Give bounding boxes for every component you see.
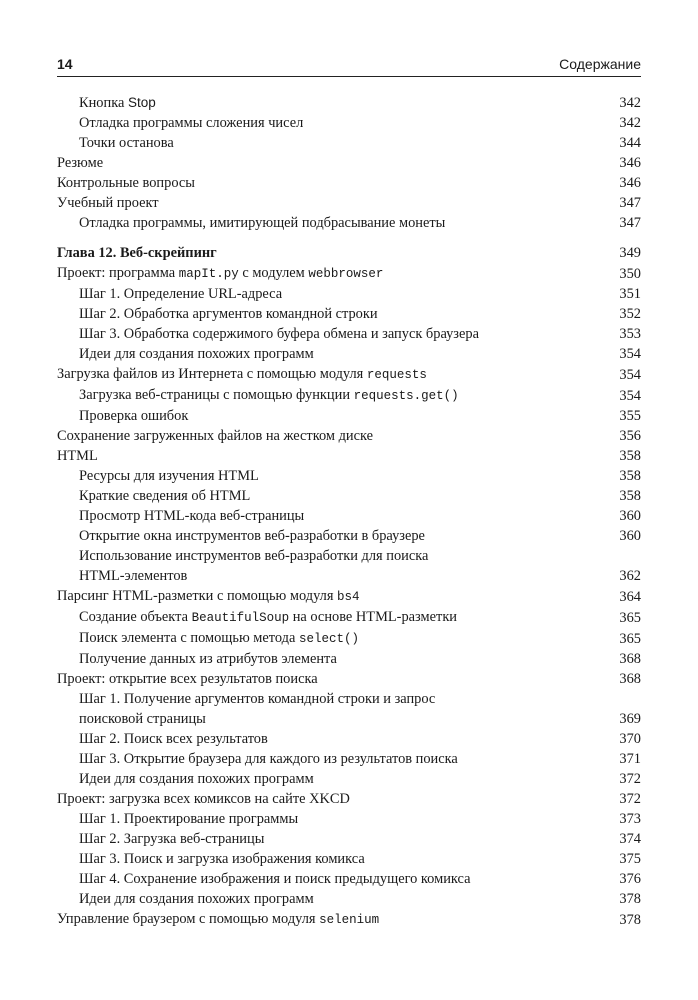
toc-entry-title xyxy=(57,243,601,263)
title-text: Ресурсы для изучения HTML xyxy=(79,468,259,484)
title-text: Резюме xyxy=(57,155,104,171)
toc-entry xyxy=(57,769,641,789)
title-text: Сохранение загруженных файлов на жестком диске xyxy=(57,428,374,444)
toc-entry-title xyxy=(57,426,601,446)
toc-page-number: 342 xyxy=(619,115,641,131)
code-term: BeautifulSoup xyxy=(191,611,290,625)
toc-entry xyxy=(57,669,641,689)
title-text: Проверка ошибок xyxy=(79,408,189,424)
toc-entry xyxy=(57,546,641,586)
toc-entry xyxy=(57,263,641,284)
toc-entry-title xyxy=(57,466,601,486)
toc-entry-title xyxy=(57,93,601,113)
toc-entry xyxy=(57,809,641,829)
title-text: Шаг 2. Загрузка веб-страницы xyxy=(79,831,265,847)
toc-entry xyxy=(57,364,641,385)
toc-entry-title xyxy=(57,649,601,669)
toc-entry-title xyxy=(57,729,601,749)
title-text: Отладка программы, имитирующей подбрасывание монеты xyxy=(79,215,446,231)
title-text: Управление браузером с помощью модуля xyxy=(57,911,320,927)
toc-page-number: 371 xyxy=(619,751,641,767)
toc-page-number: 373 xyxy=(619,811,641,827)
toc-entry-title xyxy=(57,263,601,284)
table-of-contents xyxy=(57,93,641,930)
toc-page-number: 368 xyxy=(619,651,641,667)
toc-page-number: 350 xyxy=(619,266,641,282)
title-text: Загрузка файлов из Интернета с помощью модуля xyxy=(57,366,367,382)
title-text: Открытие окна инструментов веб-разработки в браузере xyxy=(79,528,425,544)
toc-entry xyxy=(57,689,641,729)
toc-entry xyxy=(57,213,641,233)
toc-entry-title xyxy=(57,829,601,849)
toc-entry xyxy=(57,749,641,769)
title-text: HTML xyxy=(57,448,98,464)
toc-entry xyxy=(57,426,641,446)
toc-page-number: 344 xyxy=(619,135,641,151)
toc-page-number: 354 xyxy=(619,367,641,383)
title-text: Идеи для создания похожих программ xyxy=(79,346,314,362)
toc-page-number: 368 xyxy=(619,671,641,687)
toc-entry xyxy=(57,153,641,173)
title-text: Шаг 2. Обработка аргументов командной строки xyxy=(79,306,378,322)
toc-entry-title xyxy=(57,324,601,344)
toc-page-number: 364 xyxy=(619,589,641,605)
toc-entry xyxy=(57,304,641,324)
title-text: с модулем xyxy=(238,265,309,281)
code-term: select() xyxy=(298,632,359,646)
toc-entry xyxy=(57,193,641,213)
toc-page-number: 355 xyxy=(619,408,641,424)
title-text: Проект: открытие всех результатов поиска xyxy=(57,671,318,687)
toc-page-number: 356 xyxy=(619,428,641,444)
toc-entry-title xyxy=(57,284,601,304)
title-text: Идеи для создания похожих программ xyxy=(79,891,314,907)
toc-page-number: 358 xyxy=(619,488,641,504)
title-text: Stop xyxy=(127,95,156,110)
toc-entry xyxy=(57,789,641,809)
code-term: requests xyxy=(366,368,427,382)
toc-entry xyxy=(57,324,641,344)
title-text: Учебный проект xyxy=(57,195,159,211)
toc-entry xyxy=(57,113,641,133)
toc-entry-title xyxy=(57,364,601,385)
title-text: Просмотр HTML-кода веб-страницы xyxy=(79,508,305,524)
toc-entry-title xyxy=(57,849,601,869)
toc-entry-title xyxy=(57,506,601,526)
toc-entry xyxy=(57,889,641,909)
toc-entry xyxy=(57,173,641,193)
toc-chapter-entry xyxy=(57,243,641,263)
code-term: bs4 xyxy=(337,590,360,604)
code-term: requests.get() xyxy=(353,389,459,403)
toc-entry-title xyxy=(57,526,601,546)
toc-entry xyxy=(57,93,641,113)
toc-page-number: 372 xyxy=(619,791,641,807)
title-text: Глава 12. Веб-скрейпинг xyxy=(57,245,217,261)
toc-entry-title xyxy=(57,546,601,586)
toc-page-number: 378 xyxy=(619,891,641,907)
toc-entry xyxy=(57,909,641,930)
toc-page-number: 360 xyxy=(619,508,641,524)
title-text: Шаг 3. Обработка содержимого буфера обмена и запуск браузера xyxy=(79,326,479,342)
title-text: Шаг 1. Проектирование программы xyxy=(79,811,299,827)
title-text: Использование инструментов веб-разработки для поиска HTML-элементов xyxy=(79,548,429,584)
toc-page-number: 346 xyxy=(619,155,641,171)
toc-entry-title xyxy=(57,628,601,649)
toc-entry-title xyxy=(57,789,601,809)
toc-page-number: 353 xyxy=(619,326,641,342)
title-text: Проект: программа xyxy=(57,265,179,281)
code-term: mapIt.py xyxy=(178,267,239,281)
toc-entry xyxy=(57,466,641,486)
toc-page-number: 349 xyxy=(619,245,641,261)
title-text: Шаг 1. Определение URL-адреса xyxy=(79,286,283,302)
toc-entry xyxy=(57,486,641,506)
toc-entry-title xyxy=(57,689,601,729)
toc-entry-title xyxy=(57,406,601,426)
title-text: на основе HTML-разметки xyxy=(289,609,458,625)
title-text: Шаг 1. Получение аргументов командной строки и запрос поисковой страницы xyxy=(79,691,436,727)
toc-page-number: 346 xyxy=(619,175,641,191)
toc-entry xyxy=(57,526,641,546)
toc-page-number: 369 xyxy=(619,711,641,727)
toc-entry-title xyxy=(57,486,601,506)
toc-page-number: 362 xyxy=(619,568,641,584)
toc-entry xyxy=(57,607,641,628)
title-text: Контрольные вопросы xyxy=(57,175,195,191)
toc-page-number: 347 xyxy=(619,195,641,211)
title-text: Создание объекта xyxy=(79,609,192,625)
toc-entry xyxy=(57,869,641,889)
toc-entry xyxy=(57,829,641,849)
toc-entry-title xyxy=(57,769,601,789)
toc-page-number: 358 xyxy=(619,448,641,464)
toc-page-number: 372 xyxy=(619,771,641,787)
toc-entry-title xyxy=(57,607,601,628)
toc-entry-title xyxy=(57,304,601,324)
toc-entry xyxy=(57,506,641,526)
toc-entry-title xyxy=(57,889,601,909)
toc-entry-title xyxy=(57,586,601,607)
toc-entry-title xyxy=(57,113,601,133)
toc-page-number: 351 xyxy=(619,286,641,302)
toc-entry-title xyxy=(57,153,601,173)
section-title: Содержание xyxy=(559,56,641,72)
title-text: Шаг 4. Сохранение изображения и поиск предыдущего комикса xyxy=(79,871,471,887)
page-header xyxy=(57,56,641,77)
toc-page-number: 375 xyxy=(619,851,641,867)
title-text: Загрузка веб-страницы с помощью функции xyxy=(79,387,354,403)
toc-entry xyxy=(57,586,641,607)
toc-entry xyxy=(57,849,641,869)
toc-page-number: 354 xyxy=(619,388,641,404)
toc-entry xyxy=(57,284,641,304)
title-text: Поиск элемента с помощью метода xyxy=(79,630,299,646)
title-text: Получение данных из атрибутов элемента xyxy=(79,651,337,667)
toc-page-number: 347 xyxy=(619,215,641,231)
toc-page-number: 365 xyxy=(619,610,641,626)
toc-entry xyxy=(57,133,641,153)
toc-page-number: 358 xyxy=(619,468,641,484)
toc-entry-title xyxy=(57,213,601,233)
title-text: Кнопка xyxy=(79,95,128,111)
toc-entry-title xyxy=(57,869,601,889)
toc-entry-title xyxy=(57,193,601,213)
title-text: Шаг 3. Поиск и загрузка изображения комикса xyxy=(79,851,365,867)
toc-page-number: 378 xyxy=(619,912,641,928)
toc-page-number: 365 xyxy=(619,631,641,647)
toc-entry xyxy=(57,344,641,364)
toc-page-number: 370 xyxy=(619,731,641,747)
toc-entry-title xyxy=(57,749,601,769)
toc-entry xyxy=(57,649,641,669)
toc-page-number: 342 xyxy=(619,95,641,111)
toc-page-number: 360 xyxy=(619,528,641,544)
toc-page-number: 352 xyxy=(619,306,641,322)
toc-entry xyxy=(57,628,641,649)
toc-page-number: 376 xyxy=(619,871,641,887)
toc-entry xyxy=(57,446,641,466)
title-text: Точки останова xyxy=(79,135,174,151)
toc-entry-title xyxy=(57,809,601,829)
title-text: Идеи для создания похожих программ xyxy=(79,771,314,787)
toc-entry-title xyxy=(57,385,601,406)
toc-page-number: 374 xyxy=(619,831,641,847)
title-text: Шаг 2. Поиск всех результатов xyxy=(79,731,268,747)
code-term: selenium xyxy=(319,913,380,927)
toc-entry xyxy=(57,729,641,749)
code-term: webbrowser xyxy=(308,267,384,281)
page-number: 14 xyxy=(57,56,73,72)
toc-entry xyxy=(57,385,641,406)
toc-entry-title xyxy=(57,446,601,466)
toc-entry-title xyxy=(57,669,601,689)
title-text: Краткие сведения об HTML xyxy=(79,488,251,504)
toc-entry-title xyxy=(57,909,601,930)
toc-entry-title xyxy=(57,344,601,364)
toc-entry-title xyxy=(57,133,601,153)
title-text: Отладка программы сложения чисел xyxy=(79,115,304,131)
title-text: Парсинг HTML-разметки с помощью модуля xyxy=(57,588,338,604)
title-text: Проект: загрузка всех комиксов на сайте XKCD xyxy=(57,791,350,807)
toc-page-number: 354 xyxy=(619,346,641,362)
toc-entry-title xyxy=(57,173,601,193)
toc-entry xyxy=(57,406,641,426)
title-text: Шаг 3. Открытие браузера для каждого из результатов поиска xyxy=(79,751,458,767)
